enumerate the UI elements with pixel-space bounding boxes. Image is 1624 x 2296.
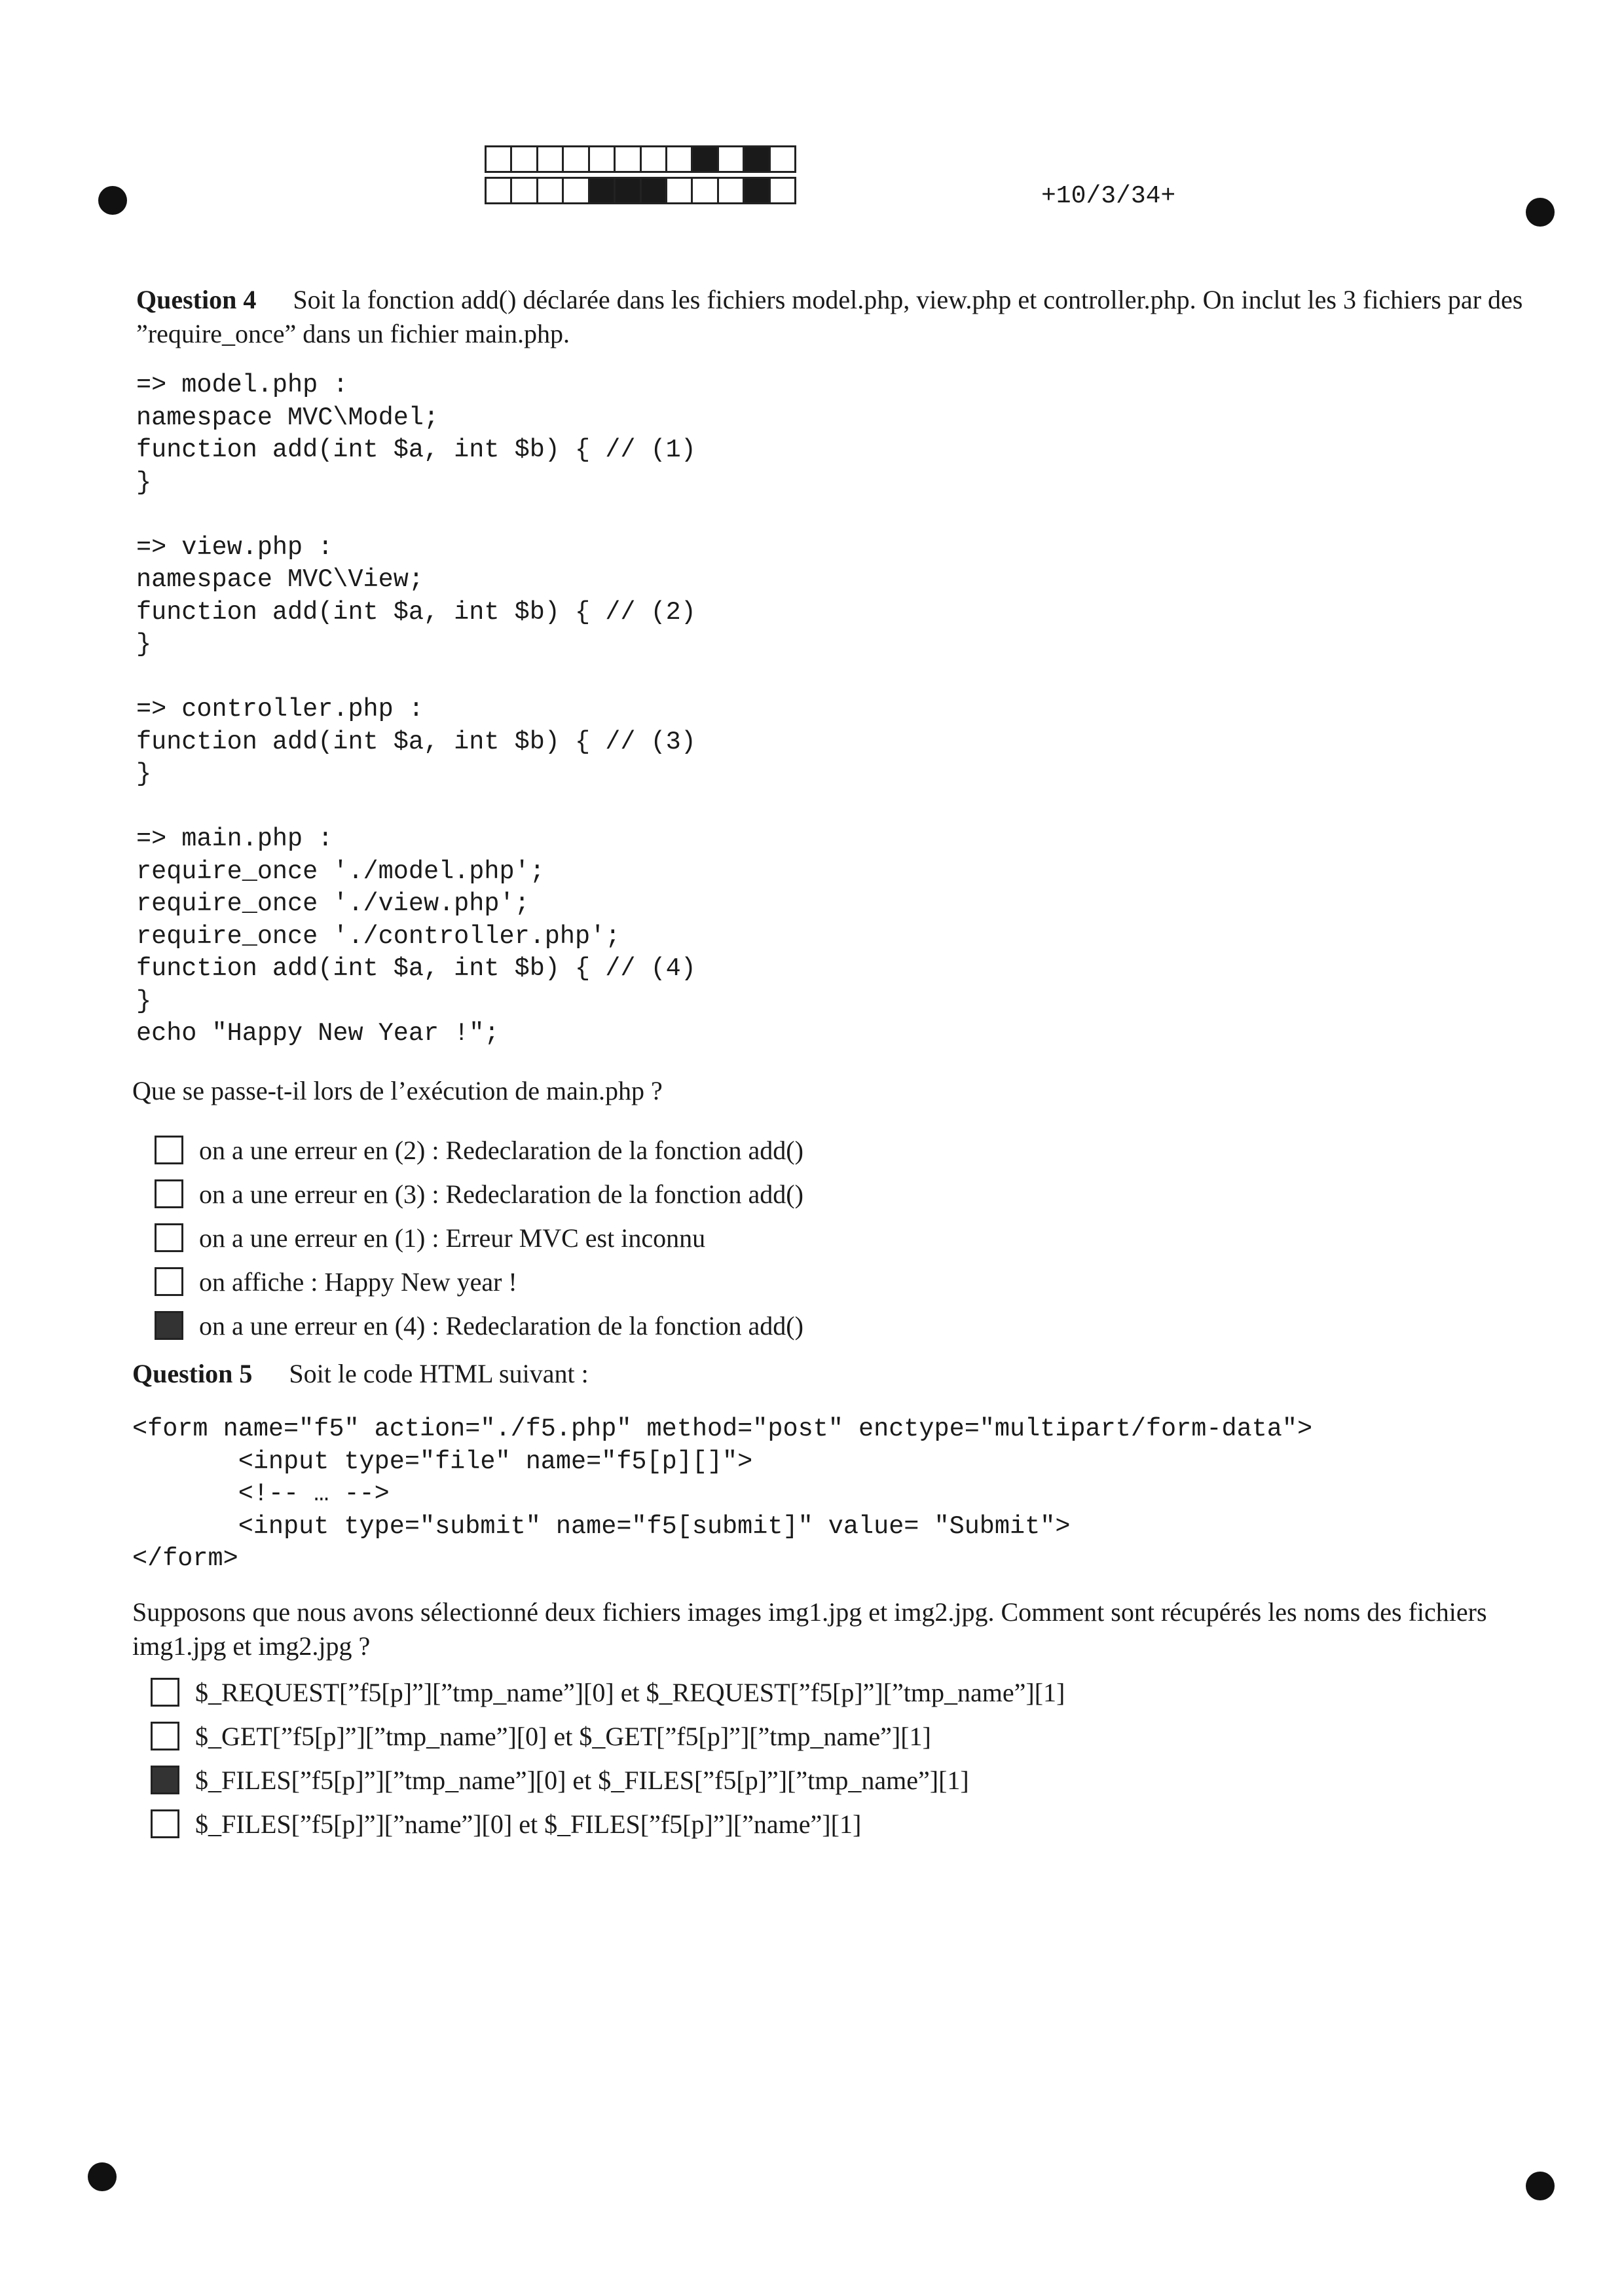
q4-answer-4[interactable] (155, 1263, 517, 1300)
registration-mark-bottom-left (88, 2162, 117, 2191)
q4-answer-2-text: on a une erreur en (3) : Redeclaration de la fonction add() (199, 1179, 803, 1209)
question-4-statement (136, 283, 1531, 351)
q4-answer-5-text: on a une erreur en (4) : Redeclaration de la fonction add() (199, 1310, 803, 1341)
q4-answer-5-checkbox[interactable] (155, 1311, 183, 1340)
barcode-cell (745, 179, 770, 202)
question-5-statement (132, 1357, 1527, 1391)
q4-answer-3-checkbox[interactable] (155, 1223, 183, 1252)
q4-answer-4-text: on affiche : Happy New year ! (199, 1267, 517, 1297)
q4-answer-5[interactable] (155, 1307, 803, 1344)
barcode-cell (616, 179, 641, 202)
barcode-cell (667, 179, 693, 202)
barcode-cell (487, 179, 512, 202)
q5-answer-1-checkbox[interactable] (151, 1678, 179, 1707)
q5-answer-3[interactable] (151, 1762, 969, 1798)
barcode-cell (538, 147, 564, 171)
barcode-cell (590, 147, 616, 171)
q5-answer-3-text: $_FILES[”f5[p]”][”tmp_name”][0] et $_FILES[”f5[p]”][”tmp_name”][1] (195, 1765, 969, 1795)
barcode-cell (564, 179, 589, 202)
barcode-cell (487, 147, 512, 171)
q5-answer-2-text: $_GET[”f5[p]”][”tmp_name”][0] et $_GET[”f5[p]”][”tmp_name”][1] (195, 1721, 931, 1751)
barcode-cell (771, 179, 794, 202)
q5-answer-1-text: $_REQUEST[”f5[p]”][”tmp_name”][0] et $_REQUEST[”f5[p]”][”tmp_name”][1] (195, 1677, 1065, 1707)
barcode-cell (719, 147, 745, 171)
registration-mark-bottom-right (1526, 2172, 1555, 2200)
barcode-cell (642, 147, 667, 171)
q4-answer-2[interactable] (155, 1176, 803, 1212)
question-4-code: => model.php : namespace MVC\Model; function add(int $a, int $b) { // (1) } => view.php : namespace MVC\View; function add(int $a, int $b) { // (2) } => controller.php : function add(int $a, int $b) { // (3) } => main.php : require_once './model.php'; require_once './view.php'; require_once './controller.php'; function add(int $a, int $b) { // (4) } echo "Happy New Year !"; (136, 371, 696, 1048)
q4-answer-4-checkbox[interactable] (155, 1267, 183, 1296)
question-4-label: Question 4 (136, 285, 257, 314)
q5-answer-4-text: $_FILES[”f5[p]”][”name”][0] et $_FILES[”f5[p]”][”name”][1] (195, 1809, 862, 1839)
q5-answer-1[interactable] (151, 1674, 1065, 1711)
q5-answer-3-checkbox[interactable] (151, 1766, 179, 1794)
barcode-cell (693, 179, 718, 202)
question-4-prompt: Que se passe-t-il lors de l’exécution de main.php ? (132, 1076, 663, 1105)
q4-answer-1[interactable] (155, 1132, 803, 1168)
page-barcode-row-2 (485, 177, 796, 204)
q5-answer-2[interactable] (151, 1718, 931, 1754)
barcode-cell (538, 179, 564, 202)
page-barcode-row-1 (485, 145, 796, 173)
page-id: +10/3/34+ (1041, 182, 1176, 210)
barcode-cell (564, 147, 589, 171)
q4-answer-1-text: on a une erreur en (2) : Redeclaration de la fonction add() (199, 1135, 803, 1165)
barcode-cell (512, 147, 538, 171)
barcode-cell (590, 179, 616, 202)
question-5-label: Question 5 (132, 1359, 253, 1388)
question-5-prompt: Supposons que nous avons sélectionné deux fichiers images img1.jpg et img2.jpg. Comment sont récupérés les noms des fichiers img1.jpg et img2.jpg ? (132, 1597, 1487, 1661)
question-5-text: Soit le code HTML suivant : (289, 1359, 589, 1388)
barcode-cell (667, 147, 693, 171)
barcode-cell (745, 147, 770, 171)
question-5-code: <form name="f5" action="./f5.php" method="post" enctype="multipart/form-data"> <input type="file" name="f5[p][]"> <!-- … --> <input type="submit" name="f5[submit]" value= "Submit"> </form> (132, 1415, 1313, 1573)
q4-answer-1-checkbox[interactable] (155, 1136, 183, 1164)
q4-answer-3[interactable] (155, 1219, 705, 1256)
barcode-cell (512, 179, 538, 202)
q4-answer-3-text: on a une erreur en (1) : Erreur MVC est inconnu (199, 1223, 706, 1253)
q5-answer-4-checkbox[interactable] (151, 1809, 179, 1838)
barcode-cell (642, 179, 667, 202)
registration-mark-top-right (1526, 198, 1555, 227)
q4-answer-2-checkbox[interactable] (155, 1179, 183, 1208)
barcode-cell (616, 147, 641, 171)
barcode-cell (771, 147, 794, 171)
barcode-cell (693, 147, 718, 171)
barcode-cell (719, 179, 745, 202)
q5-answer-2-checkbox[interactable] (151, 1722, 179, 1750)
registration-mark-top-left (98, 186, 127, 215)
question-4-text: Soit la fonction add() déclarée dans les fichiers model.php, view.php et controller.php. On inclut les 3 fichiers par des ”require_once” dans un fichier main.php. (136, 285, 1523, 348)
q5-answer-4[interactable] (151, 1805, 861, 1842)
